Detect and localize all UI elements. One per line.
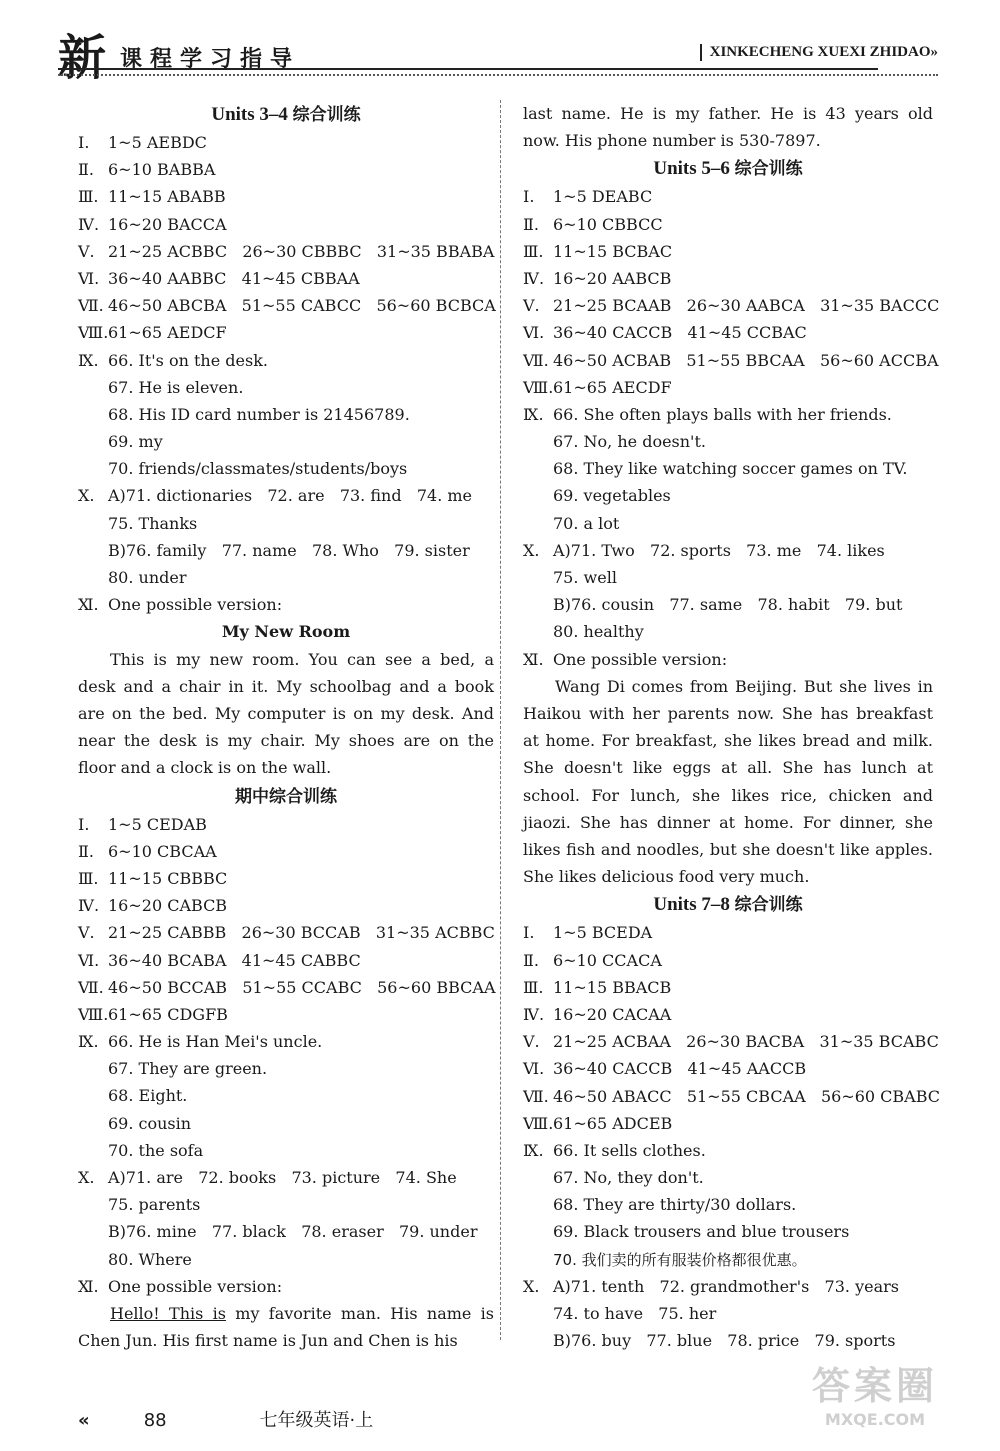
answer-text: 69. Black trousers and blue trousers [553, 1222, 850, 1242]
answer-line [78, 129, 494, 156]
answer-line [78, 1055, 494, 1082]
answer-line [78, 1001, 494, 1028]
roman-numeral: Ⅺ. [523, 649, 544, 669]
answer-text: One possible version: [108, 595, 283, 615]
answer-line [78, 374, 494, 401]
essay-lead-underlined: Hello! This is [110, 1303, 226, 1323]
section-title-units-5-6 [523, 154, 933, 183]
section-title-cn: 综合训练 [292, 105, 361, 125]
answer-text: 67. They are green. [108, 1059, 268, 1079]
answer-line [523, 1246, 933, 1273]
roman-numeral: Ⅷ. [523, 377, 554, 397]
roman-numeral: Ⅰ. [523, 923, 535, 943]
essay-paragraph [78, 1300, 494, 1354]
essay-paragraph: This is my new room. You can see a bed, a desk and a chair in it. My schoolbag and a book are on the bed. My computer is on my desk. And near the desk is my chair. My shoes are on the floor and a clock is on the wall. [78, 649, 494, 778]
answer-line [78, 1082, 494, 1109]
answer-line [523, 482, 933, 509]
answer-line [523, 211, 933, 238]
answer-text: 6~10 CCACA [553, 950, 662, 970]
answer-text: 61~65 AECDF [553, 377, 672, 397]
answer-line [523, 265, 933, 292]
roman-numeral: Ⅱ. [78, 841, 94, 861]
roman-numeral: Ⅺ. [78, 595, 99, 615]
roman-numeral: Ⅴ. [523, 1032, 540, 1052]
answer-line [78, 319, 494, 346]
answer-text: 6~10 BABBA [108, 160, 216, 180]
roman-numeral: Ⅴ. [78, 923, 95, 943]
roman-numeral: Ⅶ. [523, 1086, 549, 1106]
answer-text: 69. vegetables [553, 486, 671, 506]
answer-text: 70. friends/classmates/students/boys [108, 459, 408, 479]
answer-line [523, 1273, 933, 1300]
answer-text: 36~40 CACCB 41~45 AACCB [553, 1059, 807, 1079]
answer-line [78, 537, 494, 564]
answer-line [78, 1110, 494, 1137]
answer-text: 36~40 AABBC 41~45 CBBAA [108, 268, 360, 288]
answer-line [78, 1137, 494, 1164]
answer-text: 67. No, he doesn't. [553, 432, 706, 452]
answer-text: 66. He is Han Mei's uncle. [108, 1032, 323, 1052]
answer-line [523, 238, 933, 265]
page-header [58, 30, 938, 90]
answer-text: One possible version: [108, 1276, 283, 1296]
answer-text: 67. No, they don't. [553, 1168, 704, 1188]
section-title-en: Units 7–8 [653, 894, 730, 916]
answer-line [523, 646, 933, 673]
answer-text: B)76. mine 77. black 78. eraser 79. under [108, 1222, 478, 1242]
roman-numeral: Ⅲ. [523, 977, 544, 997]
right-column [523, 100, 940, 1354]
answer-text: B)76. buy 77. blue 78. price 79. sports [553, 1331, 896, 1351]
answer-line [78, 401, 494, 428]
answer-text: 46~50 BCCAB 51~55 CCABC 56~60 BBCAA [108, 977, 496, 997]
answer-text: 21~25 ACBAA 26~30 BACBA 31~35 BCABC [553, 1032, 939, 1052]
essay-rest: my favorite man. His name is Chen Jun. His first name is Jun and Chen is his [78, 1303, 494, 1351]
answer-text: 69. my [108, 432, 163, 452]
answer-text: 1~5 DEABC [553, 187, 653, 207]
answer-text: 75. Thanks [108, 513, 198, 533]
answer-text: 21~25 ACBBC 26~30 CBBBC 31~35 BBABA [108, 241, 495, 261]
answer-text: 66. It sells clothes. [553, 1140, 706, 1160]
section-title-cn: 综合训练 [734, 159, 803, 180]
answer-text: 46~50 ABACC 51~55 CBCAA 56~60 CBABC [553, 1086, 940, 1106]
watermark-logo [780, 1355, 970, 1435]
answer-text: 80. under [108, 568, 187, 587]
answer-line [78, 974, 494, 1001]
essay-paragraph: Wang Di comes from Beijing. But she lives in Haikou with her parents now. She has breakfast at home. For breakfast, she likes bread and milk. She doesn't like eggs at all. She has lunch at school. For lunch, she likes rice, chicken and jiaozi. She has dinner at home. For dinner, she likes fish and noodles, but she doesn't like apples. She likes delicious food very much. [523, 676, 933, 887]
section-title-units-7-8 [523, 890, 933, 919]
answer-text: 6~10 CBCAA [108, 841, 217, 861]
roman-numeral: Ⅲ. [78, 868, 99, 888]
roman-numeral: Ⅳ. [523, 1004, 545, 1024]
roman-numeral: Ⅵ. [78, 950, 100, 970]
section-title-en: Units 5–6 [653, 158, 730, 180]
answer-line [523, 1055, 933, 1082]
answer-text: 70. a lot [553, 513, 620, 533]
answer-text: 16~20 AABCB [553, 268, 672, 288]
answer-line [78, 1164, 494, 1191]
answer-line [523, 974, 933, 1001]
answer-text: 61~65 CDGFB [108, 1004, 228, 1024]
answer-line [78, 892, 494, 919]
answer-text: 80. healthy [553, 622, 644, 642]
section-title-midterm [78, 782, 494, 811]
roman-numeral: Ⅱ. [523, 950, 539, 970]
answer-text: A)71. are 72. books 73. picture 74. She [108, 1168, 457, 1188]
roman-numeral: Ⅲ. [523, 241, 544, 261]
series-english-name: XINKECHENG XUEXI ZHIDAO» [700, 44, 938, 61]
answer-line [78, 1028, 494, 1055]
roman-numeral: Ⅳ. [78, 214, 100, 234]
answer-text: 21~25 CABBB 26~30 BCCAB 31~35 ACBBC [108, 923, 495, 943]
answer-text: 80. Where [108, 1249, 192, 1269]
answer-text: 46~50 ACBAB 51~55 BBCAA 56~60 ACCBA [553, 350, 939, 370]
answer-list-units-3-4 [78, 129, 494, 618]
roman-numeral: Ⅳ. [523, 268, 545, 288]
roman-numeral: Ⅹ. [78, 486, 95, 506]
roman-numeral: Ⅵ. [523, 1059, 545, 1079]
answer-line [523, 919, 933, 946]
answer-text: 21~25 BCAAB 26~30 AABCA 31~35 BACCC [553, 296, 940, 316]
answer-line [78, 510, 494, 537]
book-title: 七年级英语·上 [259, 1410, 374, 1431]
answer-text: 69. cousin [108, 1113, 192, 1133]
answer-line [523, 183, 933, 210]
essay-title: My New Room [221, 622, 351, 642]
answer-text: 11~15 ABABB [108, 187, 226, 207]
answer-text: 75. parents [108, 1195, 201, 1215]
answer-text: 36~40 CACCB 41~45 CCBAC [553, 323, 807, 343]
series-name: 课程学习指导 [120, 47, 301, 72]
answer-list-midterm [78, 811, 494, 1300]
answer-line [78, 865, 494, 892]
answer-line [78, 156, 494, 183]
answer-text: 46~50 ABCBA 51~55 CABCC 56~60 BCBCA [108, 296, 496, 316]
header-dotted-rule [58, 74, 938, 76]
answer-text: 68. His ID card number is 21456789. [108, 404, 410, 424]
answer-text: 1~5 BCEDA [553, 923, 653, 943]
answer-text: 1~5 AEBDC [108, 133, 207, 152]
answer-line [78, 947, 494, 974]
answer-line [78, 455, 494, 482]
roman-numeral: Ⅸ. [523, 404, 544, 424]
page-number: 88 [143, 1410, 167, 1431]
roman-numeral: Ⅶ. [78, 977, 104, 997]
watermark-text: 答案圈 [811, 1364, 938, 1408]
answer-text: 36~40 BCABA 41~45 CABBC [108, 950, 361, 970]
answer-text: B)76. family 77. name 78. Who 79. sister [108, 540, 470, 560]
roman-numeral: Ⅷ. [78, 1004, 109, 1024]
page-footer [78, 1406, 373, 1432]
answer-text: One possible version: [553, 649, 728, 669]
series-logo-char: 新 [58, 30, 107, 86]
roman-numeral: Ⅹ. [78, 1168, 95, 1188]
section-title-cn: 期中综合训练 [235, 786, 337, 807]
answer-line [78, 211, 494, 238]
answer-line [523, 1137, 933, 1164]
answer-line [523, 1191, 933, 1218]
answer-text: A)71. Two 72. sports 73. me 74. likes [553, 540, 885, 560]
answer-line [523, 1001, 933, 1028]
answer-line [523, 1028, 939, 1055]
answer-line [523, 319, 933, 346]
answer-line [78, 482, 494, 509]
left-column [78, 100, 494, 1354]
answer-text: 16~20 CABCB [108, 896, 228, 916]
roman-numeral: Ⅺ. [78, 1276, 99, 1296]
answer-text: B)76. cousin 77. same 78. habit 79. but [553, 595, 903, 615]
answer-line [78, 1191, 494, 1218]
section-title-cn: 综合训练 [734, 895, 803, 916]
roman-numeral: Ⅹ. [523, 540, 540, 560]
roman-numeral: Ⅸ. [523, 1140, 544, 1160]
double-chevron-left-icon: « [78, 1410, 90, 1431]
answer-line [523, 510, 933, 537]
answer-text: 74. to have 75. her [553, 1304, 717, 1324]
answer-text: 68. Eight. [108, 1086, 188, 1106]
roman-numeral: Ⅸ. [78, 350, 99, 370]
answer-text: 70. the sofa [108, 1140, 204, 1160]
section-title-units-3-4 [78, 100, 494, 129]
answer-text: 68. They are thirty/30 dollars. [553, 1195, 797, 1215]
roman-numeral: Ⅷ. [523, 1113, 554, 1133]
answer-line [78, 838, 494, 865]
answer-line [78, 265, 494, 292]
answer-text: 61~65 AEDCF [108, 323, 227, 343]
answer-text: 11~15 BCBAC [553, 241, 673, 261]
roman-numeral: Ⅵ. [523, 323, 545, 343]
answer-line [78, 591, 494, 618]
answer-line [78, 347, 494, 374]
answer-line [523, 618, 933, 645]
answer-text: 67. He is eleven. [108, 377, 244, 397]
answer-line [523, 292, 940, 319]
answer-line [523, 1110, 933, 1137]
answer-line [523, 947, 933, 974]
answer-line [78, 919, 494, 946]
roman-numeral: Ⅰ. [78, 814, 90, 834]
answer-text: 1~5 CEDAB [108, 814, 207, 834]
answer-line [78, 428, 494, 455]
answer-line [523, 1164, 933, 1191]
answer-line [523, 537, 933, 564]
answer-line [523, 1300, 933, 1327]
answer-line [78, 238, 494, 265]
roman-numeral: Ⅷ. [78, 323, 109, 343]
roman-numeral: Ⅲ. [78, 187, 99, 207]
roman-numeral: Ⅱ. [78, 160, 94, 180]
answer-line [523, 1218, 933, 1245]
answer-list-units-7-8 [523, 919, 940, 1354]
answer-text: 66. It's on the desk. [108, 350, 268, 370]
column-divider [500, 100, 501, 1340]
answer-line [78, 811, 494, 838]
watermark-url: MXQE.COM [824, 1410, 926, 1429]
answer-text: 66. She often plays balls with her friends. [553, 404, 892, 424]
answer-line [523, 591, 933, 618]
answer-text: 11~15 CBBBC [108, 868, 228, 888]
answer-text: 68. They like watching soccer games on TV. [553, 459, 908, 479]
answer-line [523, 428, 933, 455]
answer-line [523, 374, 933, 401]
roman-numeral: Ⅱ. [523, 214, 539, 234]
roman-numeral: Ⅳ. [78, 896, 100, 916]
roman-numeral: Ⅰ. [78, 133, 90, 152]
roman-numeral: Ⅶ. [78, 296, 104, 316]
answer-text: 16~20 BACCA [108, 214, 227, 234]
answer-text: A)71. tenth 72. grandmother's 73. years [553, 1276, 899, 1296]
answer-line [523, 401, 933, 428]
answer-list-units-5-6 [523, 183, 940, 672]
answer-text: 6~10 CBBCC [553, 214, 663, 234]
roman-numeral: Ⅵ. [78, 268, 100, 288]
answer-text: 11~15 BBACB [553, 977, 672, 997]
answer-text: 70. 我们卖的所有服装价格都很优惠。 [553, 1250, 807, 1269]
answer-line [523, 564, 933, 591]
answer-line [523, 347, 939, 374]
roman-numeral: Ⅸ. [78, 1032, 99, 1052]
answer-line [523, 455, 933, 482]
answer-text: 61~65 ADCEB [553, 1113, 673, 1133]
roman-numeral: Ⅶ. [523, 350, 549, 370]
answer-text: 16~20 CACAA [553, 1004, 672, 1024]
answer-text: 75. well [553, 568, 617, 588]
answer-line [78, 183, 494, 210]
answer-line [78, 564, 494, 591]
answer-line [78, 1218, 494, 1245]
roman-numeral: Ⅹ. [523, 1276, 540, 1296]
answer-line [78, 1246, 494, 1273]
answer-line [78, 292, 494, 319]
essay-continuation: last name. He is my father. He is 43 years old now. His phone number is 530-7897. [523, 104, 933, 151]
section-title-en: Units 3–4 [211, 104, 288, 125]
roman-numeral: Ⅴ. [523, 296, 540, 316]
answer-line [523, 1327, 933, 1354]
roman-numeral: Ⅴ. [78, 241, 95, 261]
answer-text: A)71. dictionaries 72. are 73. find 74. me [108, 486, 472, 506]
answer-line [78, 1273, 494, 1300]
roman-numeral: Ⅰ. [523, 187, 535, 207]
answer-line [523, 1083, 940, 1110]
header-rule [58, 68, 878, 70]
